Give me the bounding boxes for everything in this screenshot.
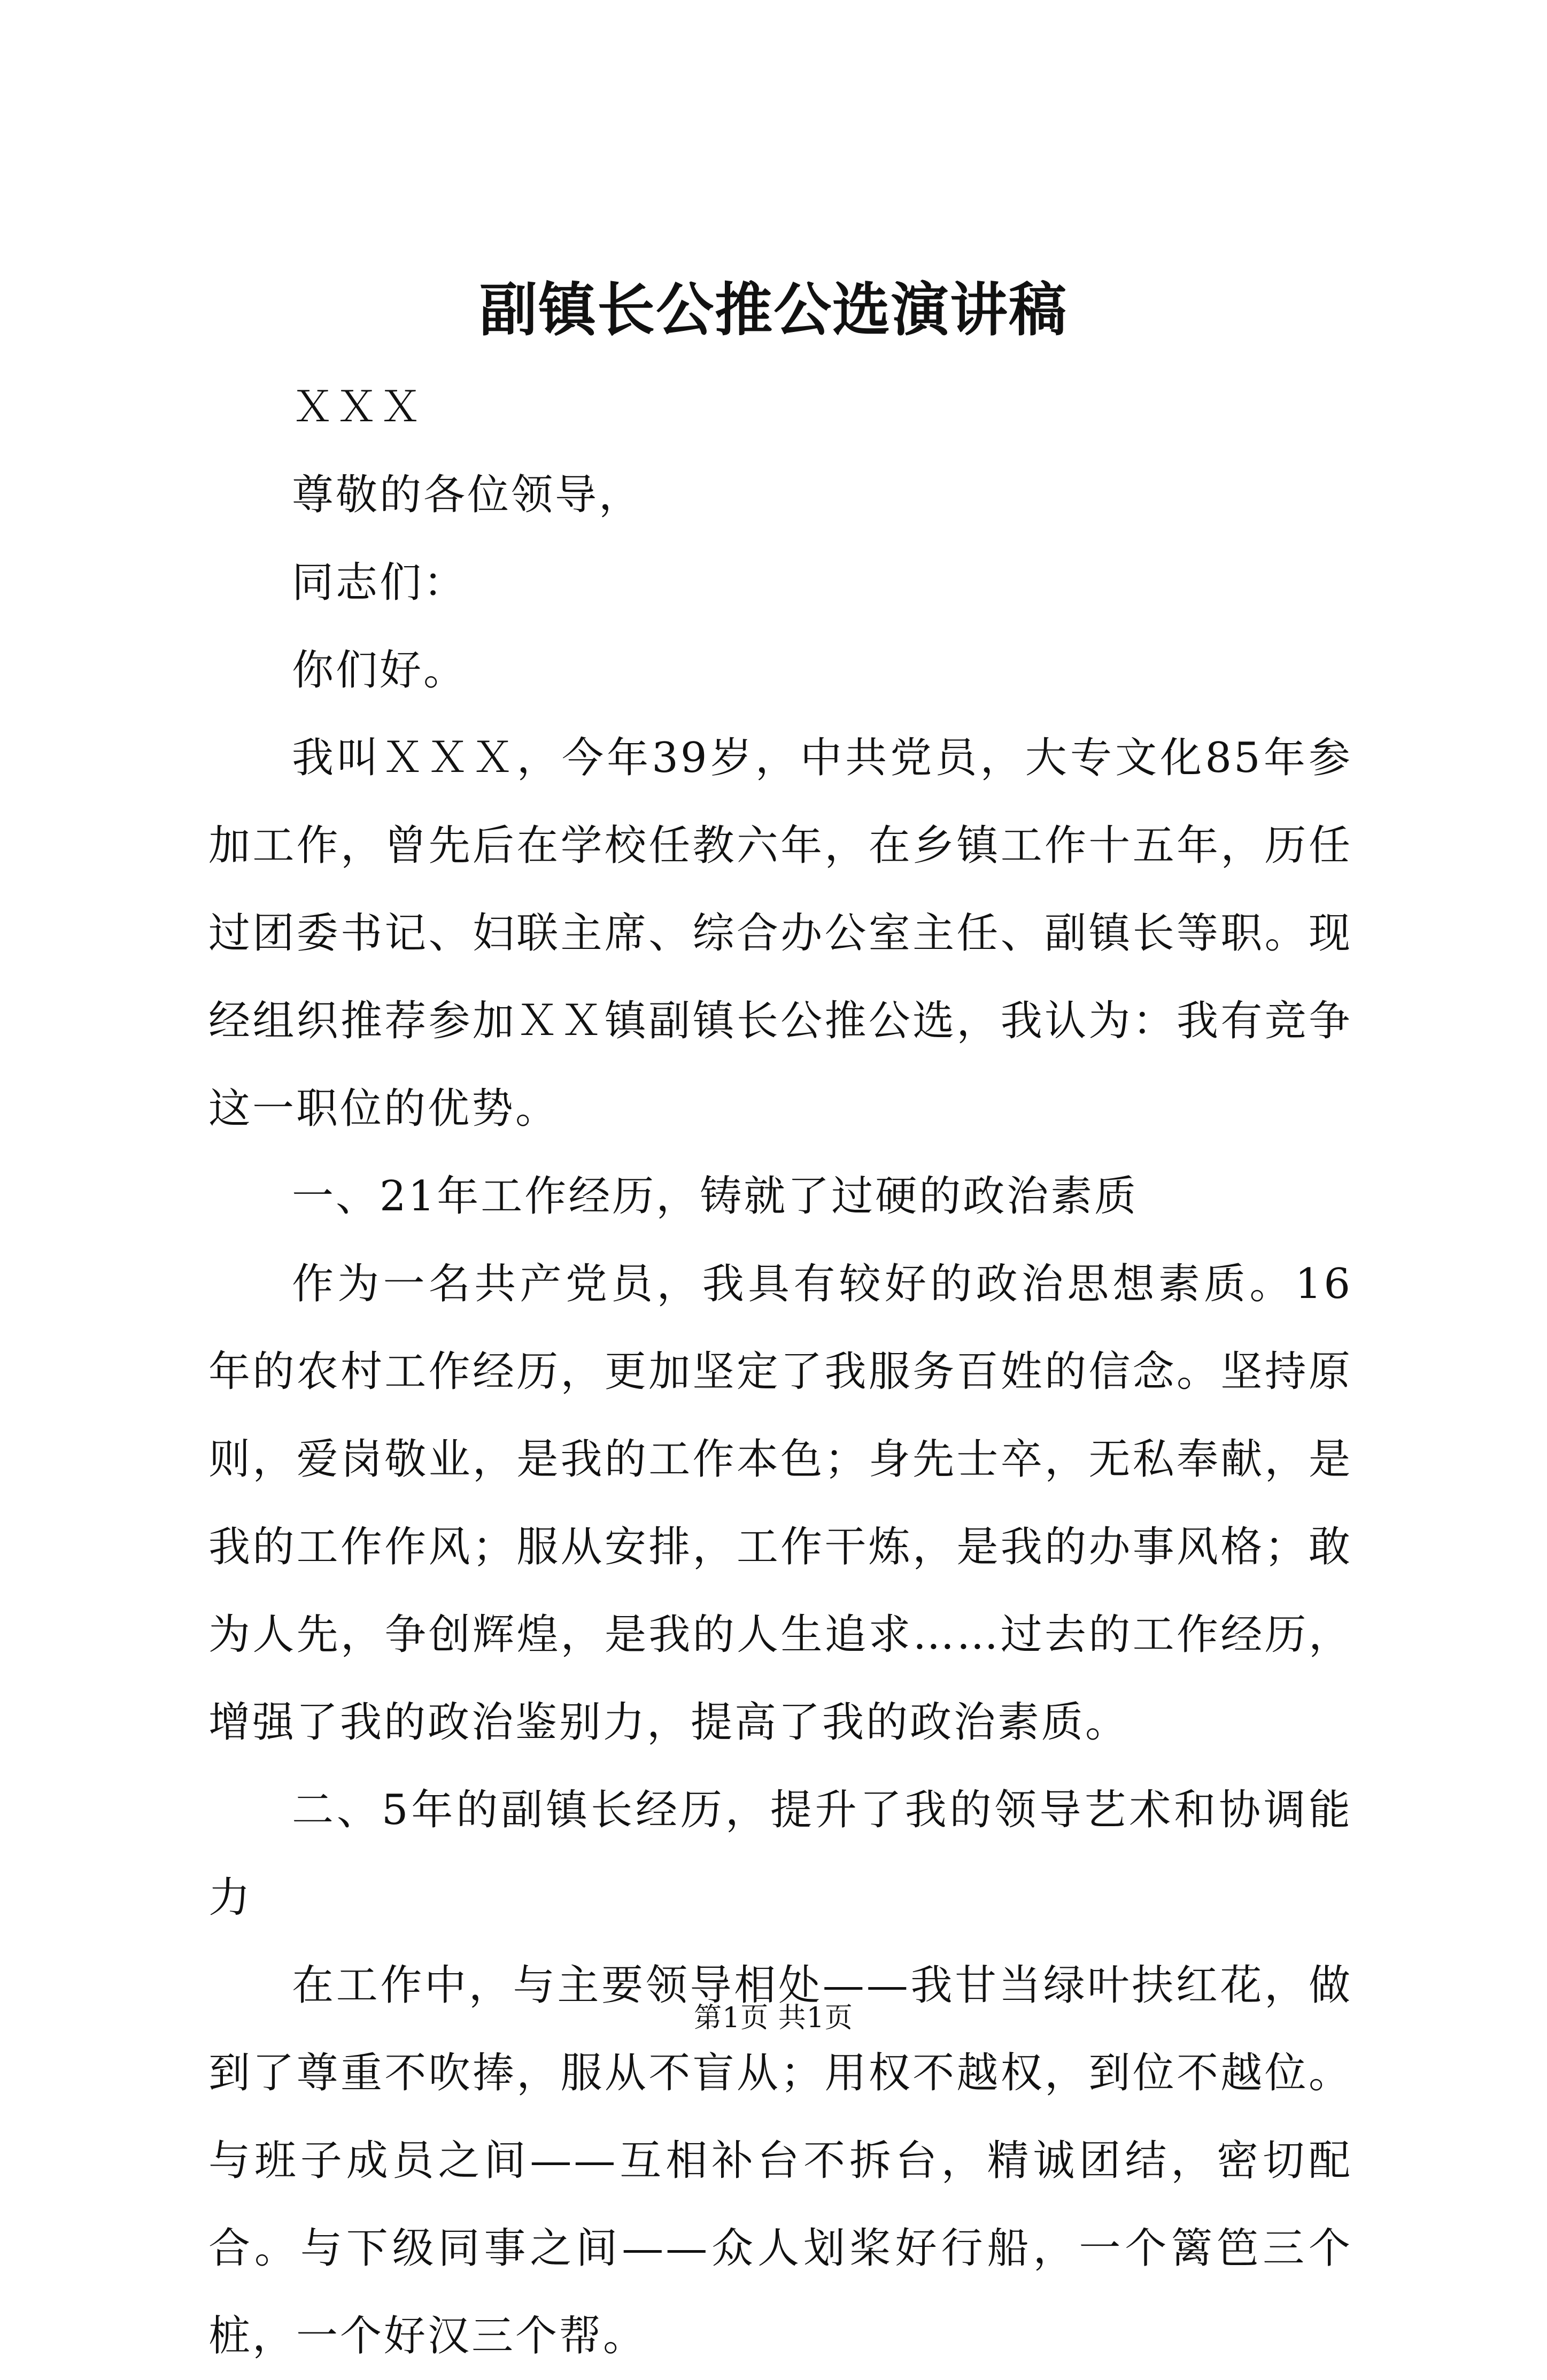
body-paragraph: 我叫ＸＸＸ，今年39岁，中共党员，大专文化85年参加工作，曾先后在学校任教六年，在乡镇工作十五年，历任过团委书记、妇联主席、综合办公室主任、副镇长等职。现经组织推荐参加ＸＸ镇副镇长公推公选，我认为：我有竞争这一职位的优势。: [208, 734, 1352, 1133]
document-body: [208, 364, 1352, 2380]
page-footer: 第1页 共1页: [694, 2002, 853, 2034]
document-title: 副镇长公推公选演讲稿: [479, 276, 1068, 344]
body-paragraph: 在工作中，与主要领导相处——我甘当绿叶扶红花，做到了尊重不吹捧，服从不盲从；用权不越权，到位不越位。与班子成员之间——互相补台不拆台，精诚团结，密切配合。与下级同事之间——众人划桨好行船，一个篱笆三个桩，一个好汉三个帮。: [208, 1961, 1352, 2360]
salutation-line: 尊敬的各位领导，: [292, 471, 643, 519]
salutation-line: 同志们：: [292, 559, 468, 607]
body-paragraph: 作为一名共产党员，我具有较好的政治思想素质。16年的农村工作经历，更加坚定了我服务百姓的信念。坚持原则，爱岗敬业，是我的工作本色；身先士卒，无私奉献，是我的工作作风；服从安排，工作干炼，是我的办事风格；敢为人先，争创辉煌，是我的人生追求……过去的工作经历，增强了我的政治鉴别力，提高了我的政治素质。: [208, 1260, 1352, 1747]
section-heading: 二、5年的副镇长经历，提升了我的领导艺术和协调能力: [208, 1786, 1352, 1922]
greeting-line: 你们好。: [292, 646, 468, 694]
section-heading: 一、21年工作经历，铸就了过硬的政治素质: [292, 1172, 1139, 1220]
author-line: ＸＸＸ: [292, 383, 424, 431]
